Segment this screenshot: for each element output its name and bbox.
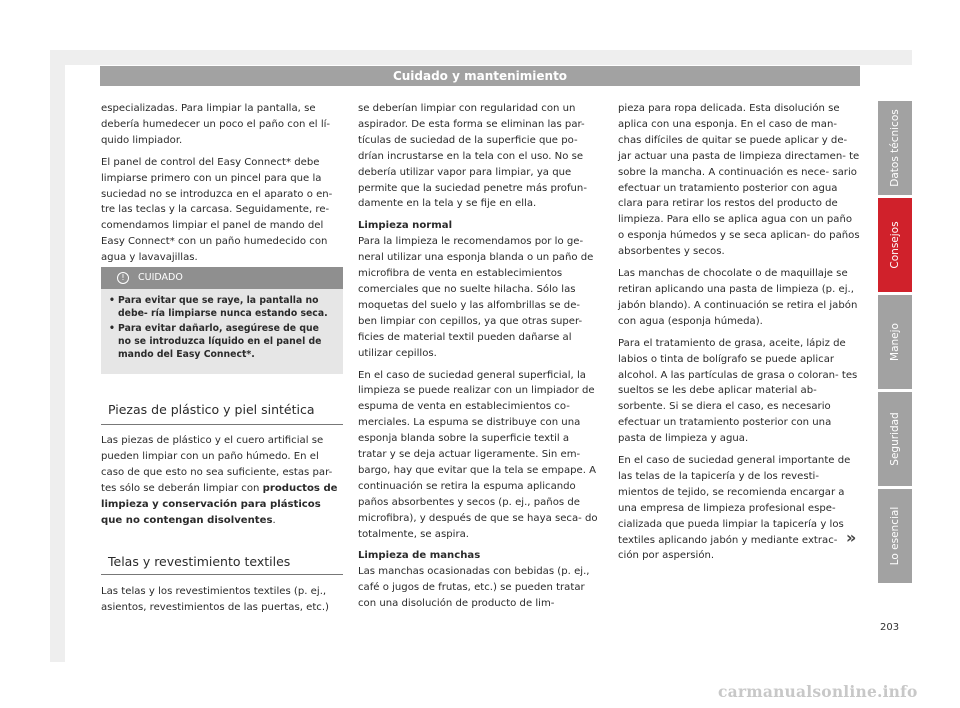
- paragraph: Para la limpieza le recomendamos por lo ge- neral utilizar una esponja blanda o un paño de microfibra de venta en establecimientos comerciales que no suelte hilacha. Sólo las moquetas del suelo y las alfombrillas se de- ben limpiar con cepillos, ya que otras super- ficies de material textil pueden dañarse al utilizar cepillos.: [358, 236, 594, 359]
- warning-circle-icon: !: [117, 272, 129, 284]
- column-3: [618, 101, 860, 570]
- watermark: carmanualsonline.info: [718, 682, 918, 701]
- tab-consejos[interactable]: [878, 198, 912, 292]
- plastics-bold-text: productos de limpieza y conservación para plásticos que no contengan disolventes: [101, 482, 338, 526]
- subheading-stain-cleaning: Limpieza de manchas: [358, 550, 481, 562]
- column-2: [358, 101, 600, 618]
- paragraph: Para el tratamiento de grasa, aceite, lápiz de labios o tinta de bolígrafo se puede aplicar alcohol. A las partículas de grasa o coloran- tes sueltos se les debe aplicar material ab- sorbente. Si se diera el caso, es necesario efectuar un tratamiento posterior con una pasta de limpieza y agua.: [618, 337, 858, 445]
- section-divider: [101, 424, 343, 425]
- plastics-text-end: .: [272, 514, 276, 526]
- plastics-text: Las piezas de plástico y el cuero artificial se pueden limpiar con un paño húmedo. En el caso de que esto no sea suficiente, estas par- tes sólo se deberán limpiar con: [101, 435, 333, 494]
- tab-seguridad[interactable]: [878, 392, 912, 486]
- caution-title: CUIDADO: [138, 272, 183, 283]
- paragraph: pieza para ropa delicada. Esta disolución se aplica con una esponja. En el caso de man- chas difíciles de quitar se puede aplicar y de- jar actuar una pasta de limpieza directamen- te sobre la mancha. A continuación es nece- sario efectuar un tratamiento posterior con agua clara para retirar los restos del producto de limpieza. Para ello se aplica agua con un paño o esponja húmedos y se seca aplican- do paños absorbentes y secos.: [618, 103, 860, 258]
- section-text-textiles: Las telas y los revestimientos textiles (p. ej., asientos, revestimientos de las puertas, etc.): [101, 586, 329, 613]
- section-divider: [101, 574, 343, 575]
- paragraph: El panel de control del Easy Connect* debe limpiarse primero con un pincel para que la suciedad no se introduzca en el aparato o en- tre las teclas y la carcasa. Seguidamente, re- comendamos limpiar el panel de mando del Easy Connect* con un paño humedecido con agua y lavavajillas.: [101, 156, 333, 264]
- caution-box: [101, 267, 343, 374]
- tab-datos-tecnicos[interactable]: [878, 101, 912, 195]
- section-title-textiles: Telas y revestimiento textiles: [108, 554, 291, 569]
- caution-header: [101, 267, 343, 289]
- caution-list: [101, 289, 343, 361]
- tab-label: Seguridad: [889, 412, 901, 466]
- tab-label: Lo esencial: [889, 506, 901, 566]
- section-title-plastics: Piezas de plástico y piel sintética: [108, 402, 315, 417]
- paragraph: se deberían limpiar con regularidad con un aspirador. De esta forma se eliminan las par- tículas de suciedad de la superficie que po- drían incrustarse en la tela con el uso. No se debería utilizar vapor para limpiar, ya que permite que la suciedad penetre más profun- damente en la tela y se fije en ella.: [358, 103, 587, 210]
- paragraph: Las manchas ocasionadas con bebidas (p. ej., café o jugos de frutas, etc.) se pueden tratar con una disolución de producto de lim-: [358, 566, 590, 610]
- column-1: [101, 101, 343, 272]
- subheading-normal-cleaning: Limpieza normal: [358, 220, 453, 232]
- paragraph: especializadas. Para limpiar la pantalla, se debería humedecer un poco el paño con el lí- quido limpiador.: [101, 103, 331, 146]
- paragraph: En el caso de suciedad general importante de las telas de la tapicería y de los revesti- mientos de tejido, se recomienda encargar a una empresa de limpieza profesional espe- cializada que pueda limpiar la tapicería y los textiles aplicando jabón y mediante extrac- ción por aspersión.: [618, 455, 851, 562]
- tab-label: Manejo: [889, 323, 901, 361]
- tab-label: Consejos: [889, 221, 901, 269]
- page-number: 203: [880, 622, 900, 633]
- paragraph: Las manchas de chocolate o de maquillaje se retiran aplicando una pasta de limpieza (p. ej., jabón blando). A continuación se retira el jabón con agua (esponja húmeda).: [618, 268, 858, 327]
- tab-lo-esencial[interactable]: [878, 489, 912, 583]
- chapter-header: Cuidado y mantenimiento: [100, 66, 860, 86]
- tab-manejo[interactable]: [878, 295, 912, 389]
- tab-label: Datos técnicos: [889, 109, 901, 187]
- next-page-arrow-icon[interactable]: »: [846, 528, 857, 547]
- caution-item: • Para evitar dañarlo, asegúrese de que no se introduzca líquido en el panel de mando del Easy Connect*.: [109, 322, 335, 362]
- paragraph: En el caso de suciedad general superficial, la limpieza se puede realizar con un limpiador de espuma de venta en establecimientos co- merciales. La espuma se distribuye con una esponja blanda sobre la superficie textil a tratar y se deja actuar ligeramente. Sin em- bargo, hay que evitar que la tela se empape. A continuación se retira la espuma aplicando paños absorbentes y secos (p. ej., paños de microfibra), y después de que se haya seca- do totalmente, se aspira.: [358, 369, 598, 540]
- section-text-plastics: [101, 433, 343, 528]
- caution-item: • Para evitar que se raye, la pantalla no debe- ría limpiarse nunca estando seca.: [109, 294, 335, 321]
